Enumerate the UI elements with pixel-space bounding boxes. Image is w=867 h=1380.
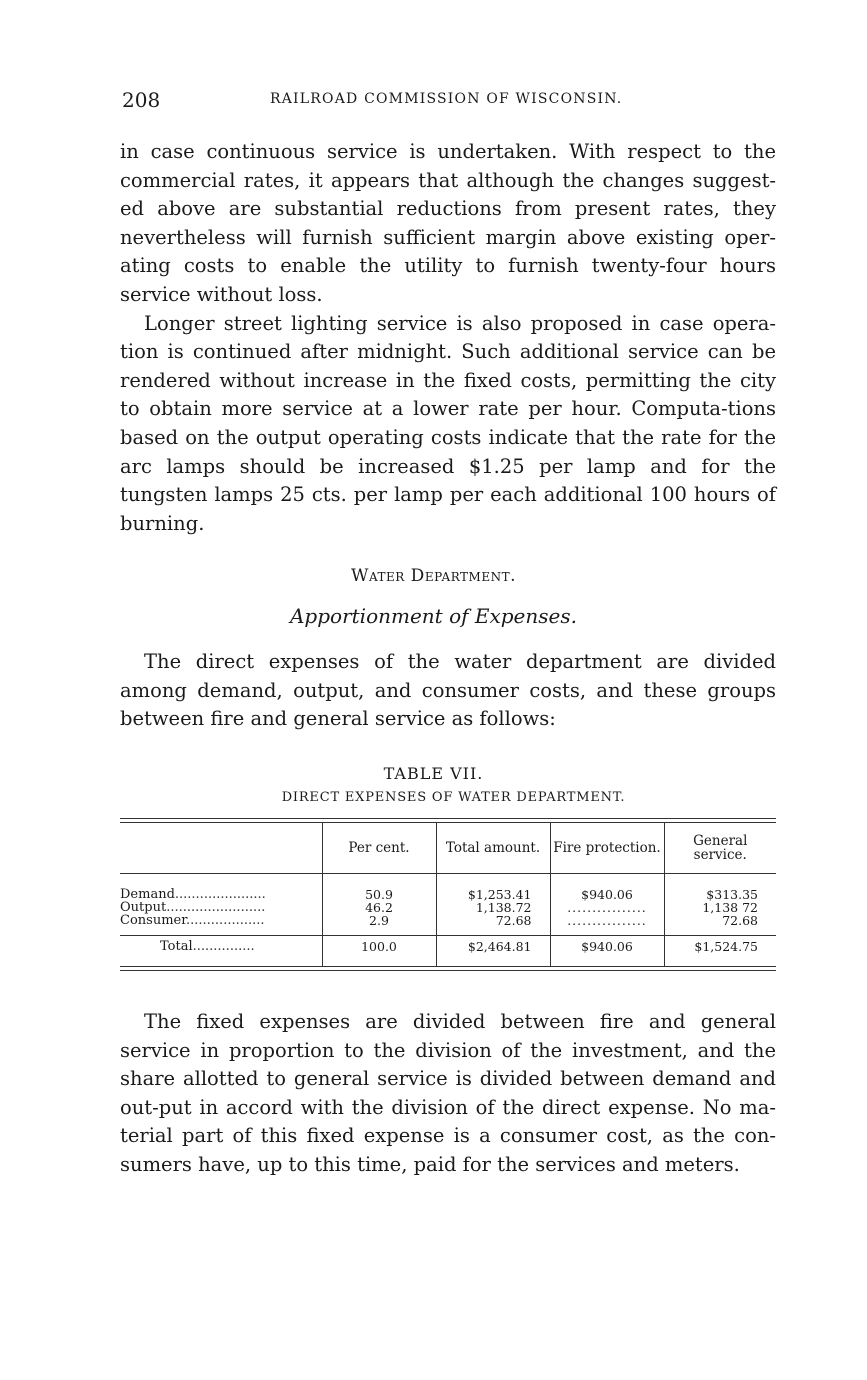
cell-total: 72.68	[436, 914, 550, 927]
column-header-percent: Per cent.	[322, 823, 436, 874]
expenses-table	[120, 818, 776, 971]
row-label: Total...............	[120, 936, 322, 967]
table-header-row	[120, 823, 776, 874]
cell-total: 1,138.72	[436, 901, 550, 914]
cell-total: $2,464.81	[436, 936, 550, 967]
column-header-total: Total amount.	[436, 823, 550, 874]
page-header	[120, 88, 775, 114]
paragraph-fixed-expenses: The fixed expenses are divided between fire and general service in proportion to the division of the investment, and the share allotted to general service is divided between demand and out-put in accord with the division of the direct expense. No ma-terial part of this fixed expense is a consumer cost, as the con-sumers have, up to this time, paid for the services and meters.	[120, 1010, 776, 1176]
row-label: Demand......................	[120, 888, 266, 901]
text-block-top	[120, 138, 776, 538]
table-row	[120, 914, 776, 927]
column-header-general: General service.	[664, 823, 776, 874]
column-header-fire: Fire protection.	[550, 823, 664, 874]
paragraph-continuation: in case continuous service is undertaken. With respect to the commercial rates, it appears that although the changes suggest-ed above are substantial reductions from present rates, they nevertheless will furnish sufficient margin above existing oper-ating costs to enable the utility to furnish twenty-four hours service without loss.	[120, 140, 776, 306]
row-label: Consumer...................	[120, 914, 265, 927]
cell-fire: ................	[550, 914, 664, 927]
page-number: 208	[122, 88, 161, 112]
cell-total: $1,253.41	[436, 888, 550, 901]
cell-general: 1,138 72	[664, 901, 776, 914]
cell-percent: 100.0	[322, 936, 436, 967]
table-total-row	[120, 936, 776, 967]
cell-percent: 46.2	[322, 901, 436, 914]
section-heading: Water Department.	[351, 566, 516, 586]
cell-general: $1,524.75	[664, 936, 776, 967]
cell-general: 72.68	[664, 914, 776, 927]
table-row	[120, 888, 776, 901]
cell-percent: 2.9	[322, 914, 436, 927]
subsection-heading: Apportionment of Expenses.	[289, 604, 577, 628]
text-block-intro	[120, 648, 776, 734]
text-block-bottom	[120, 1008, 776, 1180]
paragraph-direct-expenses: The direct expenses of the water department are divided among demand, output, and consumer costs, and these groups between fire and general service as follows:	[120, 650, 776, 731]
row-label: Output........................	[120, 901, 266, 914]
running-head: RAILROAD COMMISSION OF WISCONSIN.	[270, 91, 623, 107]
table-row	[120, 901, 776, 914]
table-caption: DIRECT EXPENSES OF WATER DEPARTMENT.	[281, 790, 626, 805]
cell-fire: ................	[550, 901, 664, 914]
cell-percent: 50.9	[322, 888, 436, 901]
table-bottom-rule	[120, 966, 776, 971]
cell-fire: $940.06	[550, 888, 664, 901]
paragraph-street-lighting: Longer street lighting service is also proposed in case opera-tion is continued after midnight. Such additional service can be rendered without increase in the fixed costs, permitting the city to obtain more service at a lower rate per hour. Computa-tions based on the output operating costs indicate that the rate for the arc lamps should be increased $1.25 per lamp and for the tungsten lamps 25 cts. per lamp per each additional 100 hours of burning.	[120, 311, 776, 535]
cell-fire: $940.06	[550, 936, 664, 967]
stub-header	[120, 823, 322, 874]
table-title: TABLE VII.	[383, 764, 484, 783]
cell-general: $313.35	[664, 888, 776, 901]
